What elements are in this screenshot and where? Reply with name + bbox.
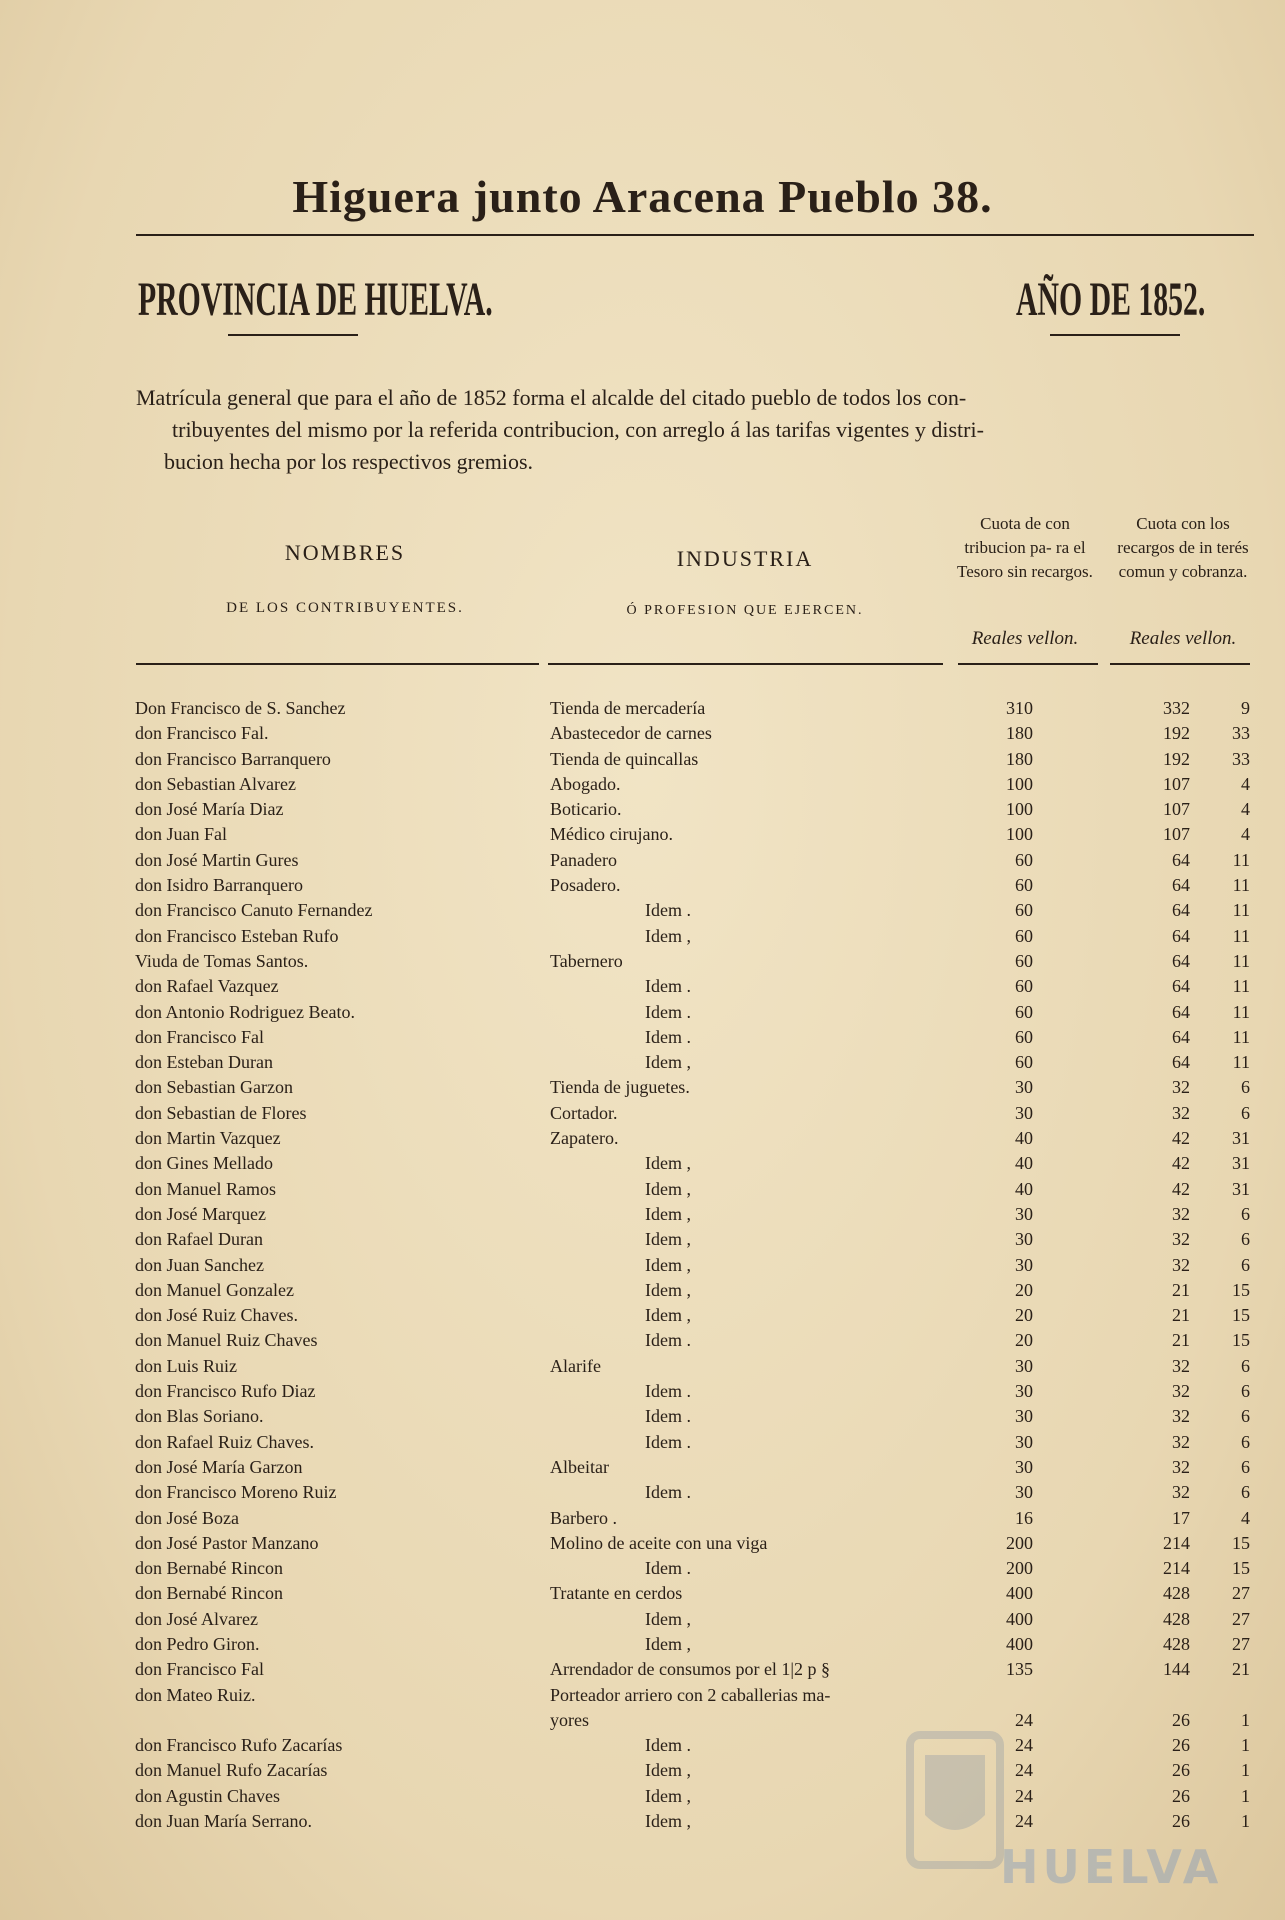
table-row xyxy=(135,1153,1260,1178)
industry-cell: Tienda de quincallas xyxy=(550,748,699,769)
contributor-name: don Pedro Giron. xyxy=(135,1633,260,1654)
industry-cell: Idem , xyxy=(645,1760,691,1781)
header-quota-treasury: Cuota de con tribucion pa- ra el Tesoro sin recargos. xyxy=(957,514,1093,581)
table-row xyxy=(135,1685,1260,1710)
industry-cell: Posadero. xyxy=(550,875,621,896)
quota-surcharge-fraction-cell: 11 xyxy=(1232,1001,1250,1022)
contributor-name: don José Boza xyxy=(135,1507,239,1528)
contributor-name: don Francisco Canuto Fernandez xyxy=(135,900,373,921)
contributor-name: don Esteban Duran xyxy=(135,1052,273,1073)
quota-treasury-cell: 24 xyxy=(1015,1811,1033,1832)
contributor-name: don Rafael Vazquez xyxy=(135,976,279,997)
contributor-name: don José Alvarez xyxy=(135,1608,258,1629)
quota-surcharge-fraction-cell: 15 xyxy=(1232,1532,1250,1553)
table-row xyxy=(135,1609,1260,1634)
header-rule xyxy=(1110,663,1250,665)
contributor-name: don Francisco Esteban Rufo xyxy=(135,925,339,946)
contributor-name: don Sebastian de Flores xyxy=(135,1102,307,1123)
quota-treasury-cell: 30 xyxy=(1015,1355,1033,1376)
quota-surcharge-fraction-cell: 6 xyxy=(1241,1431,1250,1452)
table-row xyxy=(135,1432,1260,1457)
contributors-table xyxy=(135,698,1260,1836)
industry-cell: Idem , xyxy=(645,1178,691,1199)
quota-surcharge-reales-cell: 26 xyxy=(1172,1709,1190,1730)
industry-cell: Cortador. xyxy=(550,1102,618,1123)
quota-surcharge-reales-cell: 192 xyxy=(1163,723,1190,744)
quota-surcharge-reales-cell: 26 xyxy=(1172,1785,1190,1806)
quota-surcharge-reales-cell: 26 xyxy=(1172,1735,1190,1756)
industry-cell: Idem . xyxy=(645,1482,691,1503)
quota-surcharge-reales-cell: 192 xyxy=(1163,748,1190,769)
intro-line: Matrícula general que para el año de 1852 forma el alcalde del citado pueblo de todos los con- xyxy=(136,385,967,410)
industry-cell: Molino de aceite con una viga xyxy=(550,1532,768,1553)
quota-treasury-cell: 60 xyxy=(1015,1052,1033,1073)
industry-cell: Zapatero. xyxy=(550,1128,619,1149)
quota-surcharge-reales-cell: 32 xyxy=(1172,1381,1190,1402)
industry-cell: Idem . xyxy=(645,1001,691,1022)
quota-treasury-cell: 180 xyxy=(1006,748,1033,769)
quota-surcharge-fraction-cell: 11 xyxy=(1232,925,1250,946)
quota-treasury-cell: 100 xyxy=(1006,799,1033,820)
contributor-name: don Sebastian Garzon xyxy=(135,1077,293,1098)
quota-surcharge-fraction-cell: 6 xyxy=(1241,1203,1250,1224)
contributor-name: don Manuel Gonzalez xyxy=(135,1279,294,1300)
contributor-name: don Juan Fal xyxy=(135,824,227,845)
industry-cell: Abastecedor de carnes xyxy=(550,723,712,744)
table-row xyxy=(135,875,1260,900)
quota-surcharge-fraction-cell: 1 xyxy=(1241,1811,1250,1832)
industry-cell: Idem . xyxy=(645,1558,691,1579)
quota-surcharge-fraction-cell: 11 xyxy=(1232,1052,1250,1073)
table-row xyxy=(135,698,1260,723)
quota-surcharge-fraction-cell: 11 xyxy=(1232,950,1250,971)
table-row xyxy=(135,1305,1260,1330)
table-row xyxy=(135,1558,1260,1583)
quota-surcharge-fraction-cell: 6 xyxy=(1241,1254,1250,1275)
table-row xyxy=(135,799,1260,824)
quota-treasury-cell: 400 xyxy=(1006,1633,1033,1654)
contributor-name: don José María Garzon xyxy=(135,1456,303,1477)
industry-cell: Tabernero xyxy=(550,950,623,971)
table-row xyxy=(135,1381,1260,1406)
header-unit-2: Reales vellon. xyxy=(1129,628,1237,649)
quota-surcharge-fraction-cell: 1 xyxy=(1241,1785,1250,1806)
quota-treasury-cell: 60 xyxy=(1015,950,1033,971)
quota-surcharge-fraction-cell: 31 xyxy=(1232,1178,1250,1199)
table-row xyxy=(135,850,1260,875)
contributor-name: don José Martin Gures xyxy=(135,849,299,870)
table-row xyxy=(135,1583,1260,1608)
table-row xyxy=(135,1406,1260,1431)
industry-cell: Idem . xyxy=(645,1406,691,1427)
contributor-name: don Mateo Ruiz. xyxy=(135,1684,256,1705)
quota-surcharge-reales-cell: 144 xyxy=(1163,1659,1190,1680)
table-row xyxy=(135,976,1260,1001)
contributor-name: don Rafael Ruiz Chaves. xyxy=(135,1431,314,1452)
intro-line: tribuyentes del mismo por la referida contribucion, con arreglo á las tarifas vigentes y distri- xyxy=(172,417,984,442)
contributor-name: don Bernabé Rincon xyxy=(135,1583,283,1604)
industry-cell: Idem , xyxy=(645,1254,691,1275)
industry-cell: Tratante en cerdos xyxy=(550,1583,683,1604)
quota-surcharge-fraction-cell: 11 xyxy=(1232,875,1250,896)
contributor-name: don Manuel Rufo Zacarías xyxy=(135,1760,328,1781)
quota-treasury-cell: 30 xyxy=(1015,1203,1033,1224)
quota-treasury-cell: 60 xyxy=(1015,1026,1033,1047)
industry-cell: Idem , xyxy=(645,925,691,946)
quota-surcharge-reales-cell: 64 xyxy=(1172,925,1190,946)
industry-cell: Idem . xyxy=(645,1330,691,1351)
quota-surcharge-reales-cell: 32 xyxy=(1172,1102,1190,1123)
quota-surcharge-fraction-cell: 11 xyxy=(1232,849,1250,870)
table-row xyxy=(135,1508,1260,1533)
contributor-name: don Gines Mellado xyxy=(135,1153,273,1174)
quota-surcharge-fraction-cell: 4 xyxy=(1241,824,1250,845)
table-row xyxy=(135,1533,1260,1558)
quota-treasury-cell: 24 xyxy=(1015,1735,1033,1756)
contributor-name: don Martin Vazquez xyxy=(135,1128,281,1149)
quota-surcharge-fraction-cell: 4 xyxy=(1241,799,1250,820)
industry-cell: Boticario. xyxy=(550,799,622,820)
quota-surcharge-fraction-cell: 15 xyxy=(1232,1558,1250,1579)
quota-treasury-cell: 30 xyxy=(1015,1102,1033,1123)
quota-treasury-cell: 40 xyxy=(1015,1153,1033,1174)
industry-cell: Idem , xyxy=(645,1785,691,1806)
header-unit-1: Reales vellon. xyxy=(971,628,1079,649)
table-row xyxy=(135,1330,1260,1355)
table-row xyxy=(135,1280,1260,1305)
quota-surcharge-fraction-cell: 15 xyxy=(1232,1279,1250,1300)
quota-surcharge-reales-cell: 64 xyxy=(1172,950,1190,971)
contributor-name: don Francisco Rufo Zacarías xyxy=(135,1735,343,1756)
contributor-name: don Rafael Duran xyxy=(135,1229,263,1250)
table-row xyxy=(135,1634,1260,1659)
quota-treasury-cell: 30 xyxy=(1015,1077,1033,1098)
province-ornament xyxy=(228,334,358,339)
table-row xyxy=(135,1179,1260,1204)
quota-surcharge-fraction-cell: 6 xyxy=(1241,1355,1250,1376)
contributor-name: don Francisco Fal xyxy=(135,1659,264,1680)
quota-surcharge-reales-cell: 428 xyxy=(1163,1583,1190,1604)
quota-surcharge-fraction-cell: 1 xyxy=(1241,1760,1250,1781)
contributor-name: don José María Diaz xyxy=(135,799,284,820)
quota-surcharge-reales-cell: 32 xyxy=(1172,1406,1190,1427)
intro-paragraph xyxy=(136,382,1251,478)
industry-cell: Idem . xyxy=(645,976,691,997)
quota-treasury-cell: 60 xyxy=(1015,976,1033,997)
quota-treasury-cell: 200 xyxy=(1006,1532,1033,1553)
industry-cell: Idem , xyxy=(645,1305,691,1326)
quota-surcharge-reales-cell: 214 xyxy=(1163,1532,1190,1553)
quota-treasury-cell: 100 xyxy=(1006,824,1033,845)
industry-cell: Idem , xyxy=(645,1608,691,1629)
title-rule xyxy=(136,234,1254,236)
industry-cell: yores xyxy=(550,1709,589,1730)
quota-treasury-cell: 30 xyxy=(1015,1254,1033,1275)
quota-surcharge-fraction-cell: 11 xyxy=(1232,900,1250,921)
contributor-name: don Juan María Serrano. xyxy=(135,1811,312,1832)
quota-surcharge-fraction-cell: 6 xyxy=(1241,1077,1250,1098)
quota-surcharge-reales-cell: 107 xyxy=(1163,773,1190,794)
industry-cell: Idem , xyxy=(645,1153,691,1174)
contributor-name: don José Pastor Manzano xyxy=(135,1532,319,1553)
industry-cell: Alarife xyxy=(550,1355,601,1376)
quota-treasury-cell: 40 xyxy=(1015,1178,1033,1199)
quota-treasury-cell: 30 xyxy=(1015,1431,1033,1452)
quota-treasury-cell: 30 xyxy=(1015,1456,1033,1477)
quota-surcharge-reales-cell: 21 xyxy=(1172,1330,1190,1351)
table-row xyxy=(135,1027,1260,1052)
quota-surcharge-fraction-cell: 1 xyxy=(1241,1735,1250,1756)
quota-treasury-cell: 180 xyxy=(1006,723,1033,744)
quota-surcharge-reales-cell: 17 xyxy=(1172,1507,1190,1528)
table-row xyxy=(135,1482,1260,1507)
contributor-name: don José Ruiz Chaves. xyxy=(135,1305,298,1326)
quota-surcharge-reales-cell: 214 xyxy=(1163,1558,1190,1579)
quota-treasury-cell: 24 xyxy=(1015,1760,1033,1781)
year-heading: AÑO DE 1852. xyxy=(1015,273,1205,326)
table-row xyxy=(135,1002,1260,1027)
industry-cell: Idem . xyxy=(645,1431,691,1452)
contributor-name: don José Marquez xyxy=(135,1203,266,1224)
table-row xyxy=(135,1128,1260,1153)
contributor-name: don Bernabé Rincon xyxy=(135,1558,283,1579)
header-quota-surcharges: Cuota con los recargos de in terés comun y cobranza. xyxy=(1117,514,1249,581)
quota-surcharge-fraction-cell: 11 xyxy=(1232,976,1250,997)
table-row xyxy=(135,1255,1260,1280)
quota-surcharge-fraction-cell: 33 xyxy=(1232,748,1250,769)
quota-surcharge-fraction-cell: 9 xyxy=(1241,698,1250,718)
contributor-name: don Blas Soriano. xyxy=(135,1406,264,1427)
contributor-name: don Francisco Moreno Ruiz xyxy=(135,1482,337,1503)
quota-surcharge-reales-cell: 32 xyxy=(1172,1482,1190,1503)
quota-treasury-cell: 135 xyxy=(1006,1659,1033,1680)
province-heading: PROVINCIA DE HUELVA. xyxy=(138,273,493,326)
quota-surcharge-reales-cell: 64 xyxy=(1172,875,1190,896)
industry-cell: Panadero xyxy=(550,849,617,870)
header-industry-sub: Ó PROFESION QUE EJERCEN. xyxy=(626,603,864,618)
quota-surcharge-reales-cell: 107 xyxy=(1163,799,1190,820)
quota-surcharge-reales-cell: 428 xyxy=(1163,1608,1190,1629)
contributor-name: don Francisco Rufo Diaz xyxy=(135,1381,316,1402)
industry-cell: Tienda de mercadería xyxy=(550,698,706,718)
document-title: Higuera junto Aracena Pueblo 38. xyxy=(292,171,993,222)
quota-treasury-cell: 200 xyxy=(1006,1558,1033,1579)
year-ornament xyxy=(1050,334,1180,339)
quota-treasury-cell: 60 xyxy=(1015,1001,1033,1022)
quota-treasury-cell: 60 xyxy=(1015,875,1033,896)
quota-surcharge-reales-cell: 64 xyxy=(1172,1052,1190,1073)
quota-surcharge-reales-cell: 107 xyxy=(1163,824,1190,845)
table-row xyxy=(135,1457,1260,1482)
quota-treasury-cell: 24 xyxy=(1015,1709,1033,1730)
quota-treasury-cell: 40 xyxy=(1015,1128,1033,1149)
industry-cell: Idem . xyxy=(645,1381,691,1402)
contributor-name: don Francisco Fal xyxy=(135,1026,264,1047)
contributor-name: don Agustin Chaves xyxy=(135,1785,281,1806)
contributor-name: don Juan Sanchez xyxy=(135,1254,264,1275)
quota-surcharge-reales-cell: 42 xyxy=(1172,1178,1190,1199)
quota-surcharge-fraction-cell: 15 xyxy=(1232,1330,1250,1351)
quota-treasury-cell: 16 xyxy=(1015,1507,1033,1528)
quota-surcharge-fraction-cell: 15 xyxy=(1232,1305,1250,1326)
header-rule xyxy=(958,663,1098,665)
industry-cell: Abogado. xyxy=(550,773,621,794)
industry-cell: Idem . xyxy=(645,900,691,921)
quota-surcharge-reales-cell: 64 xyxy=(1172,849,1190,870)
table-row xyxy=(135,926,1260,951)
quota-treasury-cell: 20 xyxy=(1015,1279,1033,1300)
industry-cell: Idem . xyxy=(645,1026,691,1047)
quota-surcharge-reales-cell: 32 xyxy=(1172,1077,1190,1098)
table-row xyxy=(135,900,1260,925)
table-row xyxy=(135,1103,1260,1128)
industry-cell: Arrendador de consumos por el 1|2 p § xyxy=(550,1659,831,1680)
quota-surcharge-reales-cell: 26 xyxy=(1172,1760,1190,1781)
contributor-name: don Manuel Ramos xyxy=(135,1178,276,1199)
quota-surcharge-reales-cell: 42 xyxy=(1172,1153,1190,1174)
quota-treasury-cell: 60 xyxy=(1015,900,1033,921)
quota-surcharge-reales-cell: 32 xyxy=(1172,1254,1190,1275)
quota-surcharge-fraction-cell: 6 xyxy=(1241,1406,1250,1427)
table-row xyxy=(135,824,1260,849)
quota-treasury-cell: 30 xyxy=(1015,1482,1033,1503)
contributor-name: don Manuel Ruiz Chaves xyxy=(135,1330,318,1351)
table-row xyxy=(135,1229,1260,1254)
quota-surcharge-reales-cell: 332 xyxy=(1163,698,1190,718)
quota-treasury-cell: 24 xyxy=(1015,1785,1033,1806)
industry-cell: Idem , xyxy=(645,1633,691,1654)
quota-surcharge-fraction-cell: 21 xyxy=(1232,1659,1250,1680)
quota-surcharge-reales-cell: 64 xyxy=(1172,1001,1190,1022)
intro-line: bucion hecha por los respectivos gremios. xyxy=(164,449,534,474)
quota-surcharge-reales-cell: 64 xyxy=(1172,976,1190,997)
quota-surcharge-fraction-cell: 6 xyxy=(1241,1381,1250,1402)
quota-treasury-cell: 400 xyxy=(1006,1608,1033,1629)
contributor-name: don Antonio Rodriguez Beato. xyxy=(135,1001,355,1022)
industry-cell: Barbero . xyxy=(550,1507,617,1528)
table-row xyxy=(135,1077,1260,1102)
quota-treasury-cell: 20 xyxy=(1015,1330,1033,1351)
industry-cell: Tienda de juguetes. xyxy=(550,1077,690,1098)
table-row xyxy=(135,1659,1260,1684)
quota-surcharge-reales-cell: 32 xyxy=(1172,1355,1190,1376)
contributor-name: don Francisco Fal. xyxy=(135,723,269,744)
industry-cell: Idem , xyxy=(645,1052,691,1073)
header-names-sub: DE LOS CONTRIBUYENTES. xyxy=(226,600,464,616)
industry-cell: Albeitar xyxy=(550,1456,609,1477)
quota-surcharge-fraction-cell: 31 xyxy=(1232,1128,1250,1149)
quota-surcharge-fraction-cell: 33 xyxy=(1232,723,1250,744)
quota-treasury-cell: 60 xyxy=(1015,925,1033,946)
industry-cell: Porteador arriero con 2 caballerias ma- xyxy=(550,1684,831,1705)
quota-surcharge-fraction-cell: 11 xyxy=(1232,1026,1250,1047)
quota-surcharge-reales-cell: 32 xyxy=(1172,1229,1190,1250)
quota-treasury-cell: 100 xyxy=(1006,773,1033,794)
quota-surcharge-fraction-cell: 6 xyxy=(1241,1102,1250,1123)
header-names: NOMBRES xyxy=(284,540,406,565)
quota-surcharge-fraction-cell: 4 xyxy=(1241,1507,1250,1528)
quota-surcharge-fraction-cell: 27 xyxy=(1232,1608,1250,1629)
contributor-name: don Sebastian Alvarez xyxy=(135,773,296,794)
quota-surcharge-fraction-cell: 27 xyxy=(1232,1583,1250,1604)
quota-surcharge-reales-cell: 64 xyxy=(1172,900,1190,921)
quota-surcharge-fraction-cell: 6 xyxy=(1241,1456,1250,1477)
quota-treasury-cell: 30 xyxy=(1015,1406,1033,1427)
quota-treasury-cell: 20 xyxy=(1015,1305,1033,1326)
quota-surcharge-reales-cell: 32 xyxy=(1172,1431,1190,1452)
table-row xyxy=(135,774,1260,799)
industry-cell: Idem , xyxy=(645,1279,691,1300)
quota-surcharge-fraction-cell: 1 xyxy=(1241,1709,1250,1730)
industry-cell: Idem , xyxy=(645,1203,691,1224)
quota-surcharge-reales-cell: 428 xyxy=(1163,1633,1190,1654)
contributor-name: Don Francisco de S. Sanchez xyxy=(135,698,346,718)
quota-treasury-cell: 60 xyxy=(1015,849,1033,870)
table-row xyxy=(135,951,1260,976)
table-row xyxy=(135,1356,1260,1381)
quota-surcharge-fraction-cell: 6 xyxy=(1241,1229,1250,1250)
quota-treasury-cell: 30 xyxy=(1015,1229,1033,1250)
quota-surcharge-fraction-cell: 4 xyxy=(1241,773,1250,794)
table-row xyxy=(135,1052,1260,1077)
header-rule xyxy=(548,663,943,665)
quota-surcharge-reales-cell: 21 xyxy=(1172,1305,1190,1326)
quota-surcharge-reales-cell: 32 xyxy=(1172,1203,1190,1224)
contributor-name: don Luis Ruiz xyxy=(135,1355,237,1376)
quota-surcharge-reales-cell: 26 xyxy=(1172,1811,1190,1832)
table-row xyxy=(135,723,1260,748)
contributor-name: don Francisco Barranquero xyxy=(135,748,331,769)
quota-surcharge-fraction-cell: 31 xyxy=(1232,1153,1250,1174)
contributor-name: Viuda de Tomas Santos. xyxy=(135,950,309,971)
industry-cell: Idem , xyxy=(645,1811,691,1832)
quota-surcharge-fraction-cell: 27 xyxy=(1232,1633,1250,1654)
header-rule xyxy=(136,663,539,665)
quota-treasury-cell: 30 xyxy=(1015,1381,1033,1402)
quota-treasury-cell: 310 xyxy=(1006,698,1033,718)
quota-surcharge-fraction-cell: 6 xyxy=(1241,1482,1250,1503)
industry-cell: Idem . xyxy=(645,1735,691,1756)
quota-surcharge-reales-cell: 32 xyxy=(1172,1456,1190,1477)
quota-surcharge-reales-cell: 21 xyxy=(1172,1279,1190,1300)
contributor-name: don Isidro Barranquero xyxy=(135,875,303,896)
quota-treasury-cell: 400 xyxy=(1006,1583,1033,1604)
quota-surcharge-reales-cell: 64 xyxy=(1172,1026,1190,1047)
table-row xyxy=(135,749,1260,774)
table-row xyxy=(135,1204,1260,1229)
industry-cell: Médico cirujano. xyxy=(550,824,673,845)
header-industry: INDUSTRIA xyxy=(676,546,814,571)
industry-cell: Idem , xyxy=(645,1229,691,1250)
watermark-text: HUELVA xyxy=(1000,1840,1223,1894)
quota-surcharge-reales-cell: 42 xyxy=(1172,1128,1190,1149)
